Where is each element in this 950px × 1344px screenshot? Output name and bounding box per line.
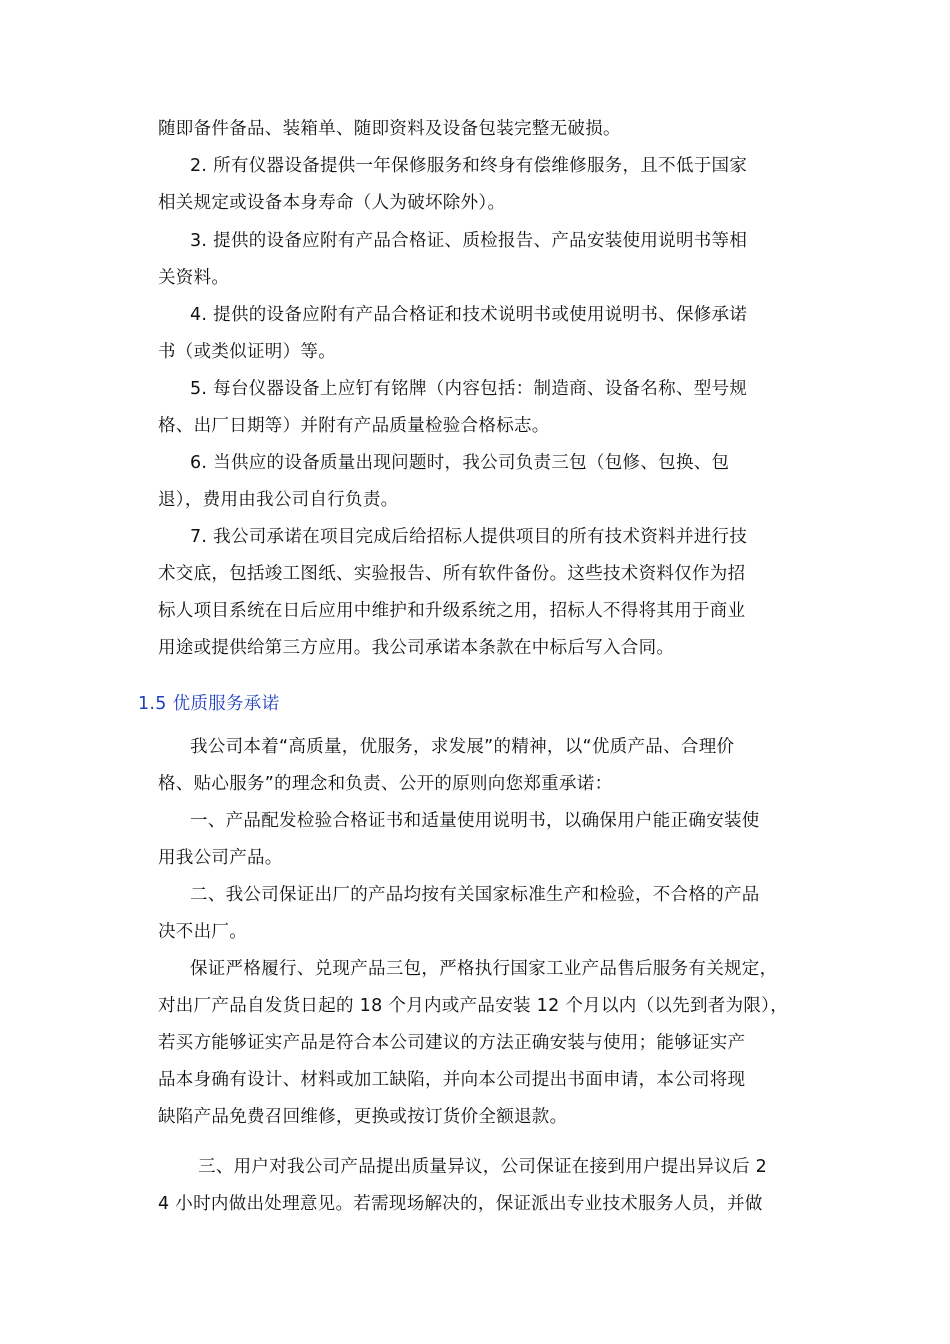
text-line: 若买方能够证实产品是符合本公司建议的方法正确安装与使用；能够证实产	[158, 1033, 746, 1053]
text-line: 5. 每台仪器设备上应钉有铭牌（内容包括：制造商、设备名称、型号规	[190, 379, 748, 399]
text-line: 7. 我公司承诺在项目完成后给招标人提供项目的所有技术资料并进行技	[190, 527, 748, 547]
text-line: 三、用户对我公司产品提出质量异议，公司保证在接到用户提出异议后 2	[198, 1157, 768, 1177]
text-line: 保证严格履行、兑现产品三包，严格执行国家工业产品售后服务有关规定，	[190, 959, 778, 979]
text-line: 关资料。	[158, 268, 230, 288]
text-line: 4. 提供的设备应附有产品合格证和技术说明书或使用说明书、保修承诺	[190, 305, 748, 325]
text-line: 格、出厂日期等）并附有产品质量检验合格标志。	[158, 416, 550, 436]
text-line: 品本身确有设计、材料或加工缺陷，并向本公司提出书面申请，本公司将现	[158, 1070, 746, 1090]
text-line: 格、贴心服务”的理念和负责、公开的原则向您郑重承诺：	[158, 774, 613, 794]
text-line: 书（或类似证明）等。	[158, 342, 336, 362]
text-line: 相关规定或设备本身寿命（人为破坏除外）。	[158, 193, 506, 213]
text-line: 对出厂产品自发货日起的 18 个月内或产品安装 12 个月以内（以先到者为限），	[158, 996, 789, 1016]
text-line: 标人项目系统在日后应用中维护和升级系统之用，招标人不得将其用于商业	[158, 601, 746, 621]
text-line: 6. 当供应的设备质量出现问题时，我公司负责三包（包修、包换、包	[190, 453, 730, 473]
section-heading: 1.5 优质服务承诺	[138, 694, 280, 714]
text-line: 决不出厂。	[158, 922, 247, 942]
text-line: 用途或提供给第三方应用。我公司承诺本条款在中标后写入合同。	[158, 638, 675, 658]
text-line: 术交底，包括竣工图纸、实验报告、所有软件备份。这些技术资料仅作为招	[158, 564, 746, 584]
text-line: 缺陷产品免费召回维修，更换或按订货价全额退款。	[158, 1107, 568, 1127]
text-line: 二、我公司保证出厂的产品均按有关国家标准生产和检验，不合格的产品	[190, 885, 760, 905]
text-line: 一、产品配发检验合格证书和适量使用说明书，以确保用户能正确安装使	[190, 811, 760, 831]
text-line: 用我公司产品。	[158, 848, 283, 868]
text-line: 我公司本着“高质量，优服务，求发展”的精神，以“优质产品、合理价	[190, 737, 735, 757]
text-line: 退），费用由我公司自行负责。	[158, 490, 399, 510]
text-line: 4 小时内做出处理意见。若需现场解决的，保证派出专业技术服务人员，并做	[158, 1194, 763, 1214]
text-line: 2. 所有仪器设备提供一年保修服务和终身有偿维修服务，且不低于国家	[190, 156, 748, 176]
text-line: 随即备件备品、装箱单、随即资料及设备包装完整无破损。	[158, 119, 621, 139]
text-line: 3. 提供的设备应附有产品合格证、质检报告、产品安装使用说明书等相	[190, 231, 748, 251]
